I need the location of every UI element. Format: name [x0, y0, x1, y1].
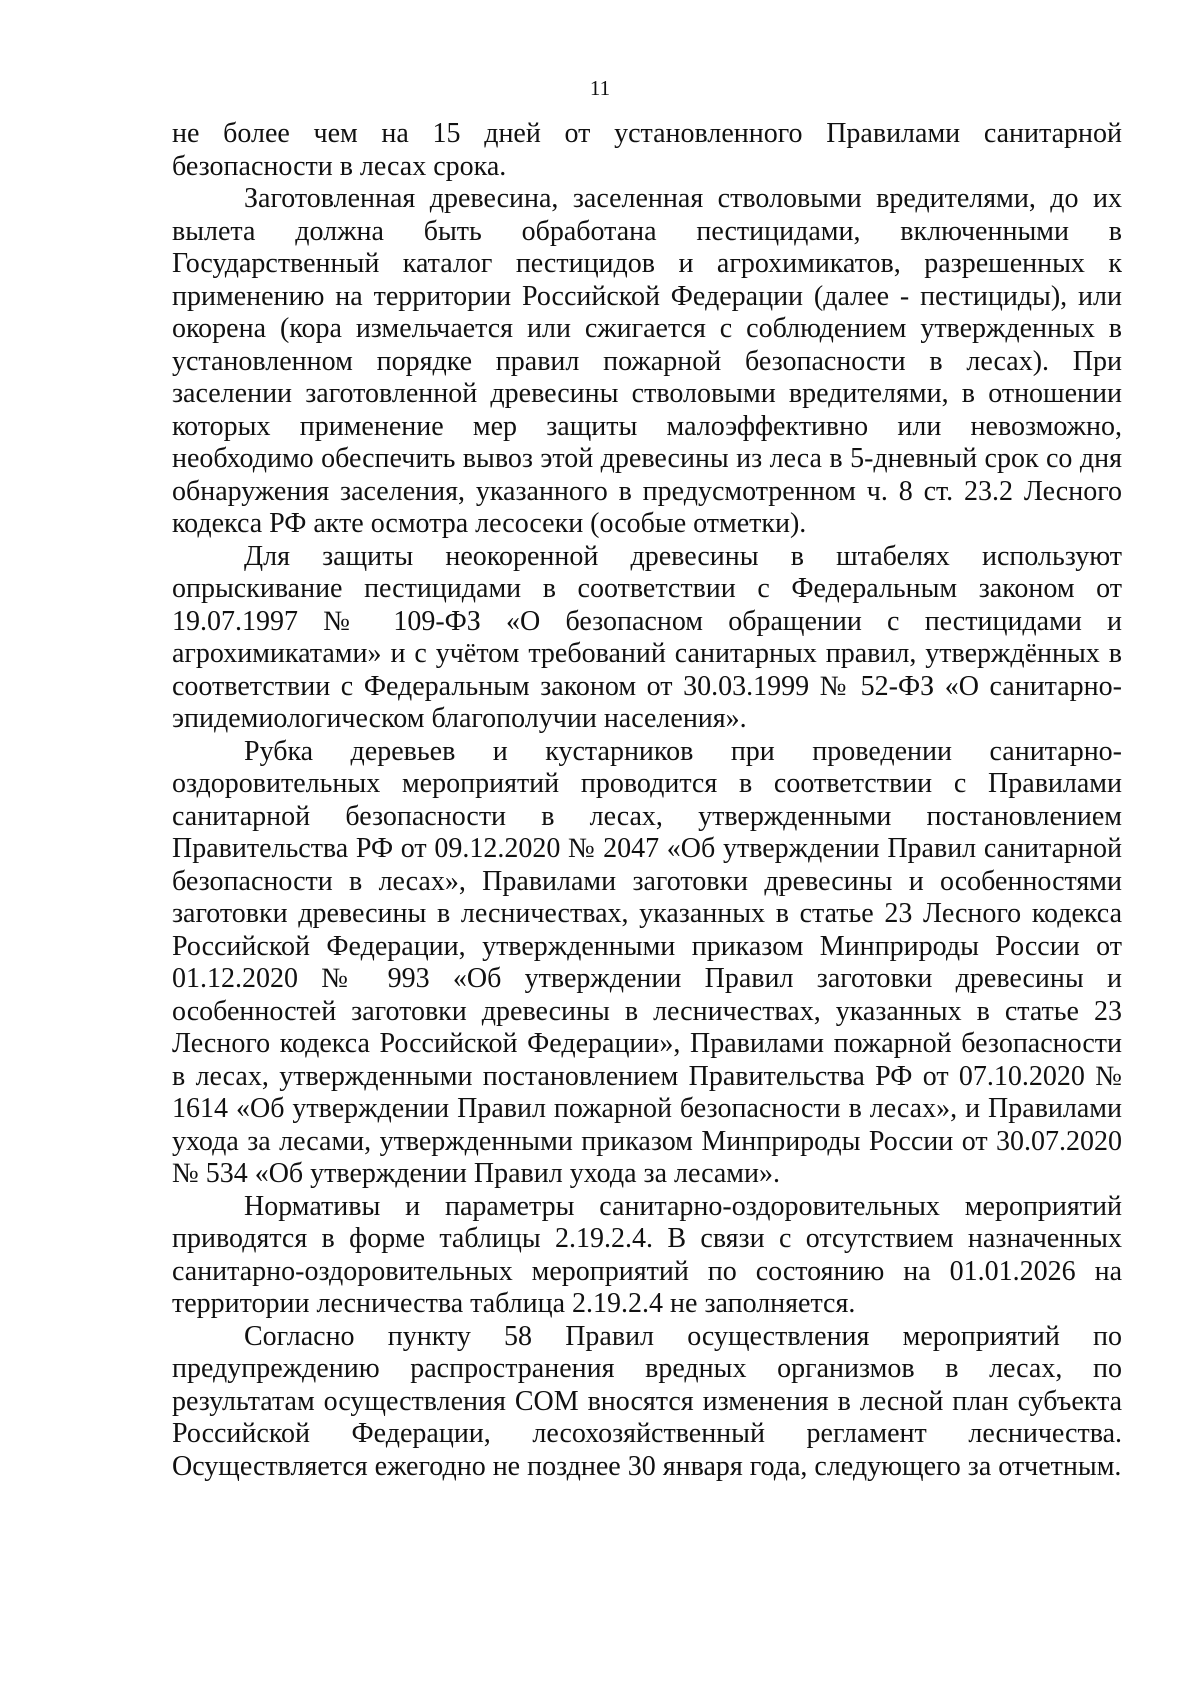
page-number: 11 [589, 76, 611, 100]
document-body [172, 118, 1122, 1483]
paragraph-continuation: не более чем на 15 дней от установленного Правилами санитарной безопасности в лесах срока. [172, 118, 1122, 182]
paragraph-felling-rules: Рубка деревьев и кустарников при проведении санитарно-оздоровительных мероприятий проводится в соответствии с Правилами санитарной безопасности в лесах, утвержденными постановлением Правительства РФ от 09.12.2020 № 2047 «Об утверждении Правил санитарной безопасности в лесах», Правилами заготовки древесины и особенностями заготовки древесины в лесничествах, указанных в статье 23 Лесного кодекса Российской Федерации, утвержденными приказом Минприроды России от 01.12.2020 № 993 «Об утверждении Правил заготовки древесины и особенностей заготовки древесины в лесничествах, указанных в статье 23 Лесного кодекса Российской Федерации», Правилами пожарной безопасности в лесах, утвержденными постановлением Правительства РФ от 07.10.2020 № 1614 «Об утверждении Правил пожарной безопасности в лесах», и Правилами ухода за лесами, утвержденными приказом Минприроды России от 30.07.2020 № 534 «Об утверждении Правил ухода за лесами». [172, 735, 1122, 1189]
paragraph-norms-table: Нормативы и параметры санитарно-оздоровительных мероприятий приводятся в форме таблицы 2.19.2.4. В связи с отсутствием назначенных санитарно-оздоровительных мероприятий по состоянию на 01.01.2026 на территории лесничества таблица 2.19.2.4 не заполняется. [172, 1190, 1122, 1319]
paragraph-infested-timber: Заготовленная древесина, заселенная стволовыми вредителями, до их вылета должна быть обработана пестицидами, включенными в Государственный каталог пестицидов и агрохимикатов, разрешенных к применению на территории Российской Федерации (далее - пестициды), или окорена (кора измельчается или сжигается с соблюдением утвержденных в установленном порядке правил пожарной безопасности в лесах). При заселении заготовленной древесины стволовыми вредителями, в отношении которых применение мер защиты малоэффективно или невозможно, необходимо обеспечить вывоз этой древесины из леса в 5-дневный срок со дня обнаружения заселения, указанного в предусмотренном ч. 8 ст. 23.2 Лесного кодекса РФ акте осмотра лесосеки (особые отметки). [172, 183, 1122, 539]
paragraph-stack-protection: Для защиты неокоренной древесины в штабелях используют опрыскивание пестицидами в соответствии с Федеральным законом от 19.07.1997 № 109-ФЗ «О безопасном обращении с пестицидами и агрохимикатами» и с учётом требований санитарных правил, утверждённых в соответствии с Федеральным законом от 30.03.1999 № 52-ФЗ «О санитарно-эпидемиологическом благополучии населения». [172, 540, 1122, 734]
paragraph-plan-changes: Согласно пункту 58 Правил осуществления мероприятий по предупреждению распространения вредных организмов в лесах, по результатам осуществления СОМ вносятся изменения в лесной план субъекта Российской Федерации, лесохозяйственный регламент лесничества. Осуществляется ежегодно не позднее 30 января года, следующего за отчетным. [172, 1320, 1122, 1482]
